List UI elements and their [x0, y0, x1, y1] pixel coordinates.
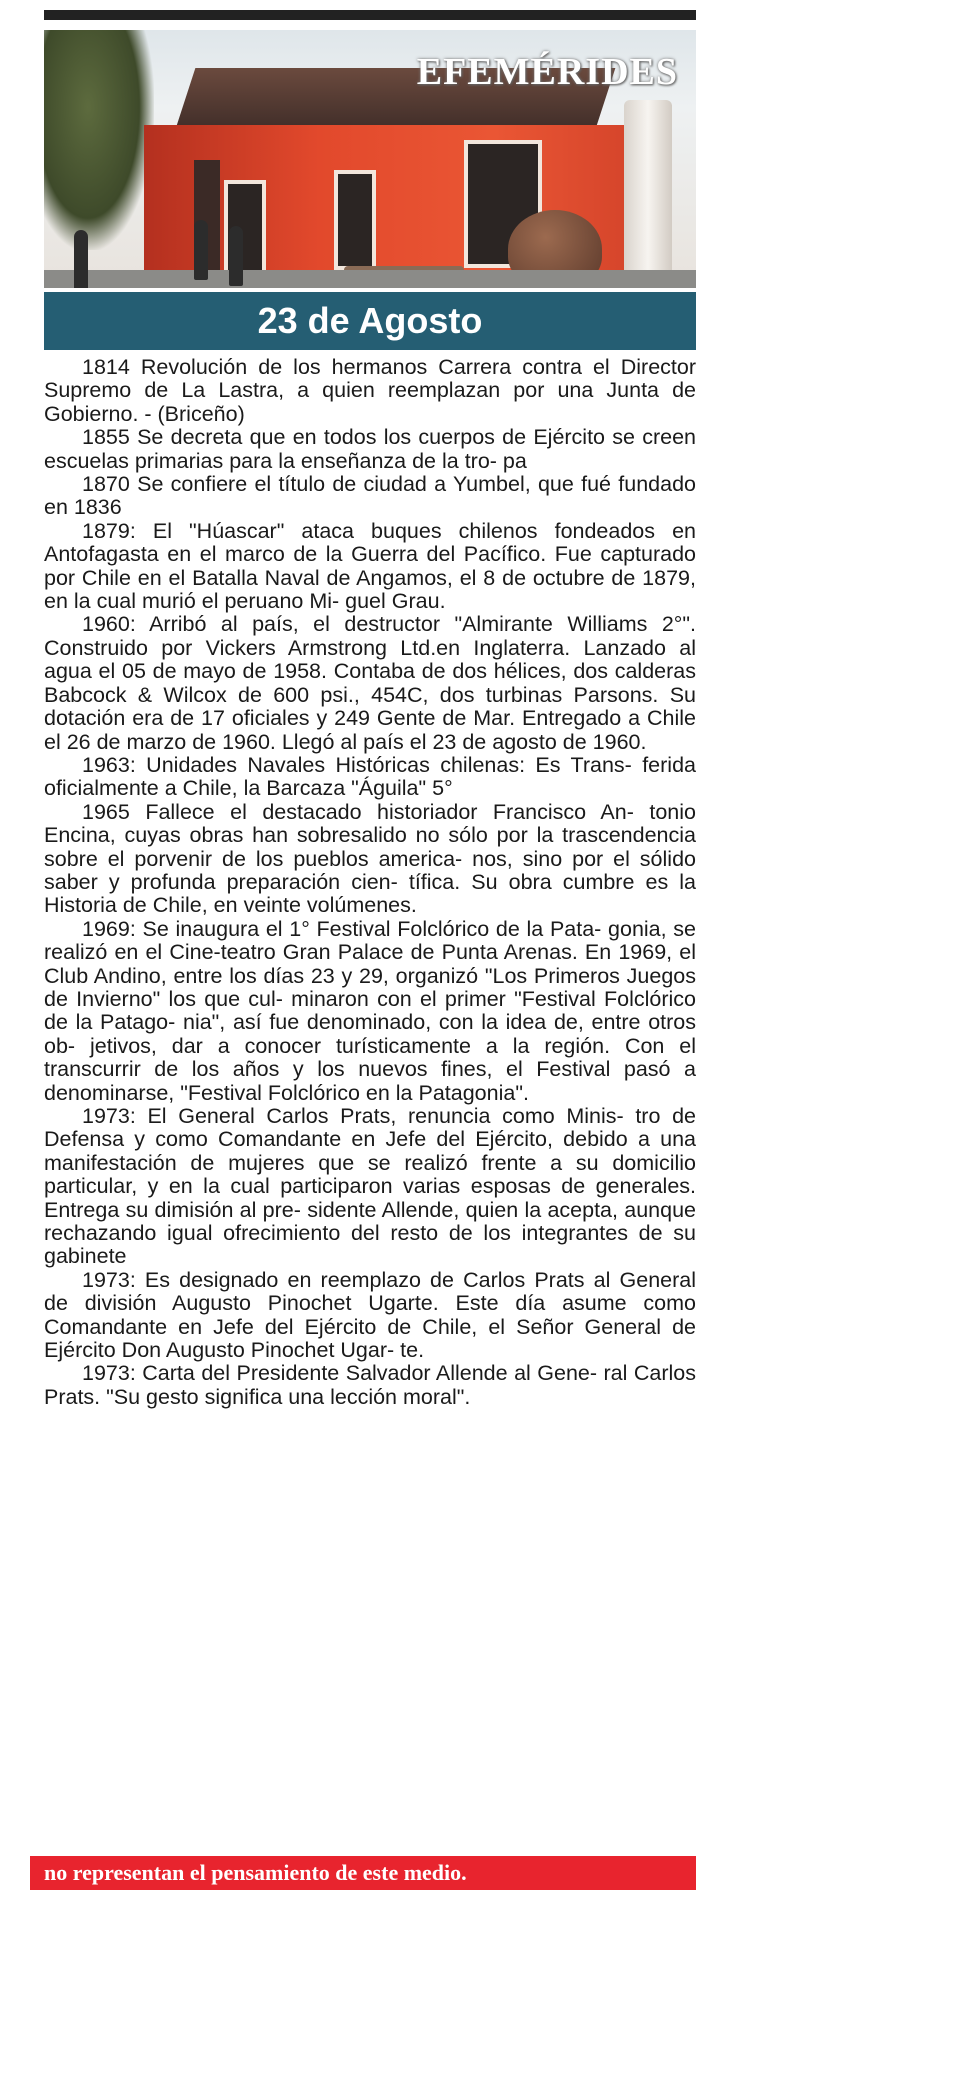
- entry-paragraph: 1973: Carta del Presidente Salvador Allende al Gene- ral Carlos Prats. "Su gesto significa una lección moral".: [44, 1361, 696, 1409]
- entry-paragraph: 1814 Revolución de los hermanos Carrera contra el Director Supremo de La Lastra, a quien reemplazan por una Junta de Gobierno. - (Briceño): [44, 355, 696, 426]
- entry-paragraph: 1879: El "Húascar" ataca buques chilenos fondeados en Antofagasta en el marco de la Guerra del Pacífico. Fue capturado por Chile en el Batalla Naval de Angamos, el 8 de octubre de 1879, en la cual murió el peruano Mi- guel Grau.: [44, 518, 696, 614]
- window-shape: [334, 170, 376, 270]
- header-banner-image: [44, 30, 696, 288]
- date-heading: 23 de Agosto: [44, 292, 696, 350]
- section-title: EFEMÉRIDES: [416, 51, 678, 93]
- entry-paragraph: 1969: Se inaugura el 1° Festival Folclórico de la Pata- gonia, se realizó en el Cine-teatro Gran Palace de Punta Arenas. En 1969, el Club Andino, entre los días 23 y 29, organizó "Los Primeros Juegos de Invierno" los que cul- minaron con el primer "Festival Folclórico de la Patago- nia", así fue denominado, con la idea de, entre otros ob- jetivos, dar a conocer turísticamente a la región. Con el transcurrir de los años y los nuevos fines, el Festival pasó a denominarse, "Festival Folclórico en la Patagonia".: [44, 916, 696, 1105]
- white-pillar: [624, 100, 672, 288]
- person-figure: [194, 220, 208, 280]
- footer-disclaimer: no representan el pensamiento de este medio.: [30, 1856, 696, 1890]
- entry-paragraph: 1965 Fallece el destacado historiador Francisco An- tonio Encina, cuyas obras han sobresalido no sólo por la trascendencia sobre el porvenir de los pueblos america- nos, sino por el sólido saber y profunda preparación cien- tífica. Su obra cumbre es la Historia de Chile, en veinte volúmenes.: [44, 799, 696, 918]
- entries-list: [44, 356, 696, 1409]
- top-rule: [44, 10, 696, 20]
- entry-paragraph: 1973: Es designado en reemplazo de Carlos Prats al General de división Augusto Pinochet Ugarte. Este día asume como Comandante en Jefe del Ejército de Chile, el Señor General de Ejército Don Augusto Pinochet Ugar- te.: [44, 1267, 696, 1363]
- ground-strip: [44, 270, 696, 288]
- entry-paragraph: 1960: Arribó al país, el destructor "Almirante Williams 2°". Construido por Vickers Armstrong Ltd.en Inglaterra. Lanzado al agua el 05 de mayo de 1958. Contaba de dos hélices, dos calderas Babcock & Wilcox de 600 psi., 454C, dos turbinas Parsons. Su dotación era de 17 oficiales y 249 Gente de Mar. Entregado a Chile el 26 de marzo de 1960. Llegó al país el 23 de agosto de 1960.: [44, 612, 696, 754]
- entry-paragraph: 1855 Se decreta que en todos los cuerpos de Ejército se creen escuelas primarias para la enseñanza de la tro- pa: [44, 425, 696, 473]
- tree-shape: [44, 30, 154, 250]
- entry-paragraph: 1973: El General Carlos Prats, renuncia como Minis- tro de Defensa y como Comandante en Jefe del Ejército, debido a una manifestación de mujeres que se realizó frente a su domicilio particular, y en la cual participaron varias esposas de generales. Entrega su dimisión al pre- sidente Allende, quien la acepta, aunque rechazando igual ofrecimiento del resto de los integrantes de su gabinete: [44, 1104, 696, 1269]
- person-figure: [74, 230, 88, 288]
- person-figure: [229, 226, 243, 286]
- entry-paragraph: 1963: Unidades Navales Históricas chilenas: Es Trans- ferida oficialmente a Chile, la Barcaza "Águila" 5°: [44, 752, 696, 801]
- entry-paragraph: 1870 Se confiere el título de ciudad a Yumbel, que fué fundado en 1836: [44, 472, 696, 520]
